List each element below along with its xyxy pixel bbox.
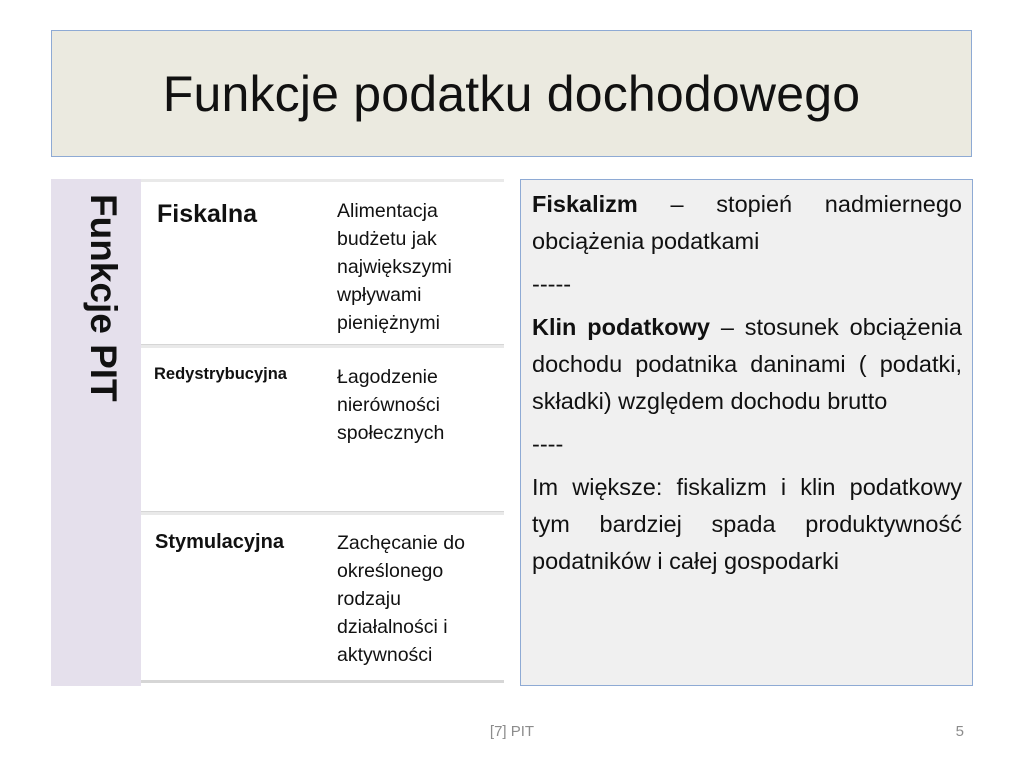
term-fiskalizm: Fiskalizm xyxy=(532,191,638,217)
description-line: określonego xyxy=(337,560,444,582)
description-line: działalności i xyxy=(337,616,448,638)
description-line: budżetu jak xyxy=(337,228,437,250)
function-row-stymulacyjna xyxy=(141,512,504,683)
definition-fiskalizm xyxy=(532,186,962,260)
term-klin-podatkowy: Klin podatkowy xyxy=(532,314,710,340)
function-description xyxy=(337,529,497,669)
function-description xyxy=(337,197,497,337)
footer: [7] PIT xyxy=(489,723,535,740)
title-box xyxy=(51,30,972,157)
function-name: Redystrybucyjna xyxy=(154,365,287,383)
slide-title: Funkcje podatku dochodowego xyxy=(162,65,861,122)
description-line: Łagodzenie xyxy=(337,366,438,388)
functions-list xyxy=(141,179,504,686)
conclusion-text: Im większe: fiskalizm i klin podatkowy tym bardziej spada produktywność podatników i całej gospodarki xyxy=(532,474,962,574)
side-label: Funkcje PIT xyxy=(83,194,124,402)
description-line: pieniężnymi xyxy=(337,312,440,334)
function-row-redystrybucyjna xyxy=(141,345,504,514)
definitions-box xyxy=(520,179,973,686)
function-row-fiskalna xyxy=(141,179,504,347)
description-line: wpływami xyxy=(337,284,422,306)
description-line: rodzaju xyxy=(337,588,401,610)
description-line: społecznych xyxy=(337,422,445,444)
definition-text: – stopień nadmiernego obciążenia podatkami xyxy=(532,191,962,254)
function-name: Stymulacyjna xyxy=(155,531,284,553)
function-name: Fiskalna xyxy=(157,200,258,228)
page-number: 5 xyxy=(955,723,964,740)
side-band xyxy=(51,179,141,686)
separator: ---- xyxy=(532,431,564,457)
definition-text: – stosunek obciążenia dochodu podatnika daninami ( podatki, składki) względem dochodu brutto xyxy=(532,314,962,414)
separator: ----- xyxy=(532,271,572,297)
description-line: aktywności xyxy=(337,644,433,666)
description-line: Alimentacja xyxy=(337,200,438,222)
side-label-container xyxy=(51,179,141,686)
description-line: Zachęcanie do xyxy=(337,532,465,554)
description-line: największymi xyxy=(337,256,452,278)
function-description xyxy=(337,363,497,447)
description-line: nierówności xyxy=(337,394,440,416)
definition-klin-podatkowy xyxy=(532,309,962,420)
